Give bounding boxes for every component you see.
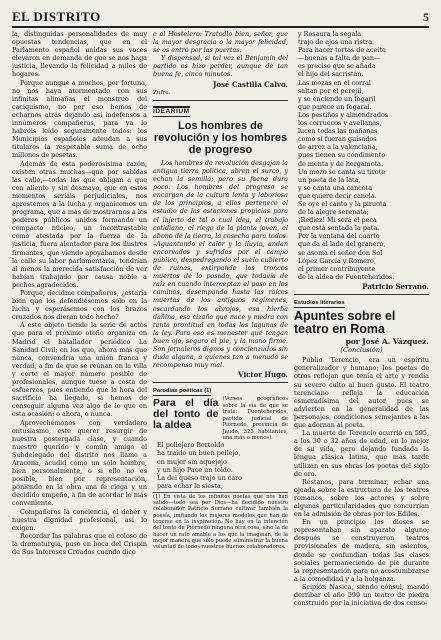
footnotes: (1) En vista de los infinitos poetas que nos han salido—todo sea por Dios—ha decidido nuestro colaborador Patricio Serrano cultivar también la poesía, imitando los mejores modelos que han de tenerse en la inspiración. No hay en la intención del tonto de Piornedo ninguna otra cosa, sino la de hacer un rato amable a los que la imaginan, de la mejor manera que sólo puede suministrar la buena voluntad de todos nuestros buenos colaboradores. <box>153 493 288 551</box>
poem-line: ha traído un buen pellejo, <box>157 449 241 458</box>
paragraph: Porque aunque a muchos, por fortuna, no nos haya atormentado con sus infinitas alimañas el monstruo del caciquismo, no por eso hemos de echarnos atrás dejando así indefensos a innúmeros compañeros, para ya lo habréis leído seguramente todos: los Municipios españoles adeudan a sus titulares la respetable suma de ocho millones de pesetas. <box>12 78 147 160</box>
poem-line: Los pestiños y almendrados <box>298 110 389 119</box>
signature: Patricio Serrano. <box>362 281 429 291</box>
article-title: Apuntes sobre el teatro en Roma <box>294 309 396 337</box>
poem-line: y se canta una cancota <box>298 183 373 192</box>
place-line: Zufre. <box>153 89 171 96</box>
signature: José Castilla Calvo. <box>213 79 288 89</box>
paragraph: la, distinguidas personalidades de muy opuestas tendencias, que en el Parlamento español unidas sus voces elevaron en demanda de que se nos haga justicia, llevando la felicidad a miles de hogares. <box>12 30 147 79</box>
poem-line: un poeta de la lata, <box>298 175 361 184</box>
poem-header <box>153 396 288 441</box>
paragraph: Y dispensad, si tal vez el Benjamín del partido os hizo perder, aunque de tan buena fe, cinco minutos. <box>153 54 288 79</box>
poem-line: La del queso trajo un caro <box>157 473 243 482</box>
poem-line: Por la ventana del cuarto <box>298 232 380 241</box>
poem-note: (Versos geográficos sobre la vía de que se trate: Fuenteheridos, partido judicial de Piornedo, provincia de Jaudo, 325 habitantes, una más o menos). <box>222 396 288 441</box>
paragraph: Además de esta poderosísima razón, existen otras muchas—que por sabidas las callo,—todas las que obligan a que con aliento y sin desmayo, que en estos momentos seríais perjudiciales, nos aprestemos a la lucha y organicemos un programa, que a más de mostrarnos a los poderes públicos unidos formando un compacto núcleo, un incontrastable como atestada por la fuerza de la justicia, fuera alentador para los ilustres firmantes, que viendo apoyábamos desde la calle su labor parlamentaria, tendrían al menos la merecida satisfacción de ver habían trabajado por causa noble a pechos agradecidos. <box>12 159 147 289</box>
poem-line: pues tienen su condimento <box>298 151 386 160</box>
poem-line: se asoma el señor don Sol <box>298 248 383 257</box>
poem-line: y se enciende un fogaril <box>298 94 376 103</box>
section-label: Estudios literarios <box>294 299 345 308</box>
paragraph: e al Hostelero: Tratadlo bien, señor, que la mayor desgracia o la mayor felicidad, se os entró por las puertas. <box>153 30 288 55</box>
paragraph: Scipión Nasica, siendo cónsul, mandó derribar el año 599 un teatro de piedra construido por la iniciativa de dos censo- <box>294 582 429 608</box>
signature: Victor Hugo. <box>238 370 288 380</box>
poem-line: que quiere decir canela. <box>298 191 377 200</box>
poem-line: lucen todas las mañanas <box>298 127 378 136</box>
divider <box>294 294 429 295</box>
column-2 <box>153 30 288 636</box>
paragraph: Recordar las palabras que el coloso de la dramaturgia, puso en boca del Crispín de Sus Intereses Creados cuando dice <box>12 531 147 556</box>
poem-line: Para hacer tortas de aceite <box>298 46 386 55</box>
poem-line: como si fueran guisados <box>298 135 377 144</box>
article-body: Los hombres de revolución desgajan la antigua tierra política, abren el surco, y echan la semilla; pero su faena dura poco. Los hombres del progreso se encargan de la cultura lenta y laboriosa de los principios, a ellos pertenece el estudio de las estaciones propicias para el injerto de tal o cual idea, el trabajo cotidiano, el riego de la planta joven, el abono de la tierra, la cosecha para todos. –Aguantando el calor y la lluvia, andan encorvados y sufridos por el campo público, despedregando el suelo cubierto de ruinas, extirpando los troncos muertos de lo pasado, que todavía de raíz en cuando interceptan el paso en los caminos, desempando hasta las raíces muertas de los antiguos regímenes, escardando los abrojos, esa hierba dañina, esa cizaña que nace y medra con tanta prontitud en todas las lagunas de la ley. Para eso es menester que tengan buen ojo, seguro el pie, y la mano firme. Son jornaleros dignos y concienzudos sin duda alguna, a quienes tan a menudo se recompensa muy mal. <box>153 158 288 370</box>
paragraph: Aprovechémonos con verdadero entusiasmo, este querer resurgir de nuestra postergada clase, y cuando nuestro querido y común amigo el Subdelegado del distrito nos llame a Aracena, acudid como un sólo hombre, bien personalmente, o si ello no es posible, bien por representación, poniendo en la obra una fe ciega y un decidido empeño, a fin de acordar lo más conveniente. <box>12 418 147 508</box>
poem-line: en mujer sin aquejejo <box>157 457 227 466</box>
column-1 <box>12 30 147 636</box>
poem-line: para echar la siesta, <box>157 481 223 490</box>
poem-line: ¡Rediez! Mi será el peca <box>298 216 377 225</box>
divider <box>153 100 288 101</box>
poem-line: que parece un fogaral. <box>298 102 372 111</box>
section-label: IDEARIUM <box>153 106 190 117</box>
paragraph: Porque, decidme compañeros, ¿estaría bien que los defendiésemos sólo en la lucha y esperásemos con los brazos cruzados nos dieran todo hecho? <box>12 289 147 322</box>
poem-line: Las mozas en el corral <box>298 78 371 87</box>
poem-line: y Rosaura la segala <box>298 30 362 38</box>
poem-line: que da al lado del granero, <box>298 240 386 249</box>
poem-continued <box>294 30 429 281</box>
poem-line: de menta y de hergamota. <box>298 159 383 168</box>
masthead: EL DISTRITO <box>12 9 101 24</box>
poem-line: trajo de ajos una ristra. <box>298 38 375 47</box>
poem-line: —buenas a falta de pan— <box>298 54 381 63</box>
columns <box>12 30 429 636</box>
divider <box>153 382 288 383</box>
article-title: Los hombres de revolución y los hombres de progreso <box>153 119 288 156</box>
section-label: Parodias poéticas (1) <box>153 387 211 396</box>
poem-line: que está sentada la pata. <box>298 224 380 233</box>
poem-title: Para el día del tonto de la aldea <box>153 397 219 432</box>
poem-line: Se oye el canto y la piruota <box>298 199 387 208</box>
byline: por José A. Vázquez. <box>345 337 429 347</box>
poem-line: de la alegre serenata; <box>298 208 369 217</box>
paragraph: La muerte de Terencio ocurrió en 595, a los 30 o 32 años de edad, en lo mejor de su vida, pero dejando fundada la lengua clásica latina, que más tarde utilizan en sus obras los poetas del siglo de oro. <box>294 429 429 478</box>
poem-line: los corruecos y avellanas, <box>298 119 382 128</box>
poem-line: el hijo del sacristán. <box>298 70 364 79</box>
poem-line: Un mozo se canta su tirote <box>298 167 385 176</box>
poem-line: de arroz a la valenciana, <box>298 143 378 152</box>
poem-line: López García y Romero, <box>298 256 376 265</box>
paragraph: En un principio los dioses se representaban sin aparato alguno; después se construyeron teatros provisionales de madera, sin asientos, donde se confundían todas las clases sociales permaneciendo de pie durante la representación para no acostumbrarse a la comodidad y a la holganza. <box>294 518 429 583</box>
poem <box>153 441 288 490</box>
poem-line: de la aldea de Fuenteheridos. <box>298 272 395 281</box>
paragraph: Réstanos, para terminar, echar una ojeada sobre la estructura de los teatros romanos, sobre los actores y sobre algunas particularidades que concurrían en la admisión de obras por los Ediles. <box>294 477 429 519</box>
column-3 <box>294 30 429 636</box>
poem-line: y un hijo Pace un toldo. <box>157 465 233 474</box>
poem-line: es preciso que se añada <box>298 62 376 71</box>
paragraph: Publio Terencio, era un espíritu generalizador y humano; los poetas de otros reflejan que tenía el arte y rendía su severo culto al buen gusto. El teatro terenciano refleja la educación esmeradísima del autor, pues se advierten en la generalidad de las personajes, condiciones semejantes a las que adornan al poeta. <box>294 356 429 430</box>
poem-line: el primer contribuyente <box>298 264 376 273</box>
page-number: 5 <box>423 10 429 24</box>
subtitle-note: (Conclusión) <box>340 346 383 355</box>
poem-line: saltan por el perejil, <box>298 86 364 95</box>
page-header <box>12 6 429 28</box>
paragraph: A este objeto tiende la serie de actos que para el próximo otoño organiza en Madrid el batallador periódico La Sanidad Civil; en los que, ahora más que nunca, convendría una unión franca y verdad, a fin de que se reúnan en la villa y corte el mayor número posible de profesionales, aunque tuese a costa de esfuerzos, pues entiendo que la hora del sacrificio ha llegado, si hemos de conseguir alguna vez algo de lo que en esta ocasión: o ahora, o nunca. <box>12 321 147 419</box>
poem-line: El pollejero Bertoldo <box>157 441 225 450</box>
paragraph: Compañeros la conciencia, el deber y nuestra dignidad profesional, así lo exigen. <box>12 507 147 532</box>
